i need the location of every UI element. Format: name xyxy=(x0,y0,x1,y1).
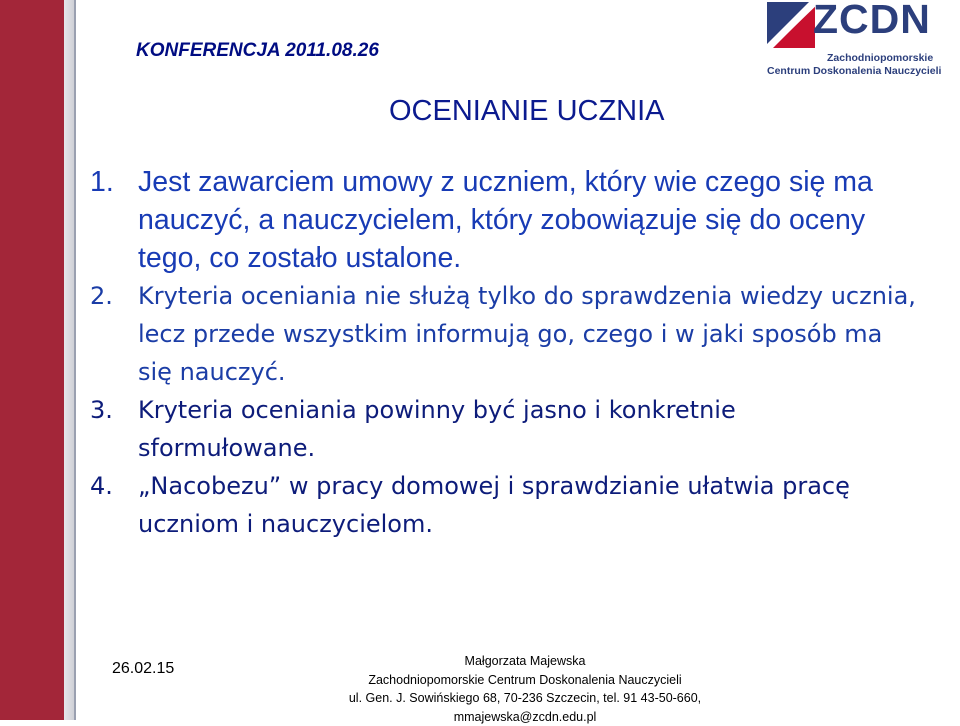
list-item xyxy=(90,467,920,543)
list-item xyxy=(90,163,920,277)
footer-address: ul. Gen. J. Sowińskiego 68, 70-236 Szczecin, tel. 91 43-50-660, xyxy=(300,689,750,708)
side-divider-line xyxy=(74,0,76,720)
list-item-number: 1. xyxy=(90,163,114,201)
logo-subtitle-line1: Zachodniopomorskie xyxy=(827,52,933,64)
zcdn-logo xyxy=(765,0,960,82)
content-list xyxy=(90,163,920,543)
conference-header: KONFERENCJA 2011.08.26 xyxy=(136,40,379,62)
list-item-text: Kryteria oceniania nie służą tylko do sprawdzenia wiedzy ucznia, lecz przede wszystkim informują go, czego i w jaki sposób ma się nauczyć. xyxy=(138,282,916,386)
list-item-text: „Nacobezu” w pracy domowej i sprawdzianie ułatwia pracę uczniom i nauczycielom. xyxy=(138,472,850,538)
footer-date: 26.02.15 xyxy=(112,660,174,678)
list-item xyxy=(90,277,920,391)
footer-email: mmajewska@zcdn.edu.pl xyxy=(300,708,750,726)
list-item-text: Kryteria oceniania powinny być jasno i konkretnie sformułowane. xyxy=(138,396,736,462)
footer-contact xyxy=(300,652,750,726)
slide-title: OCENIANIE UCZNIA xyxy=(389,95,665,128)
side-red-band xyxy=(0,0,64,720)
list-item-text: Jest zawarciem umowy z uczniem, który wie czego się ma nauczyć, a nauczycielem, który zobowiązuje się do oceny tego, co zostało ustalone. xyxy=(138,166,873,274)
list-item-number: 4. xyxy=(90,467,113,505)
list-item xyxy=(90,391,920,467)
footer-author: Małgorzata Majewska xyxy=(300,652,750,671)
list-item-number: 3. xyxy=(90,391,113,429)
list-item-number: 2. xyxy=(90,277,113,315)
logo-wordmark: ZCDN xyxy=(813,0,931,43)
side-light-band xyxy=(64,0,74,720)
logo-subtitle-line2: Centrum Doskonalenia Nauczycieli xyxy=(767,65,941,77)
footer-institution: Zachodniopomorskie Centrum Doskonalenia Nauczycieli xyxy=(300,671,750,690)
